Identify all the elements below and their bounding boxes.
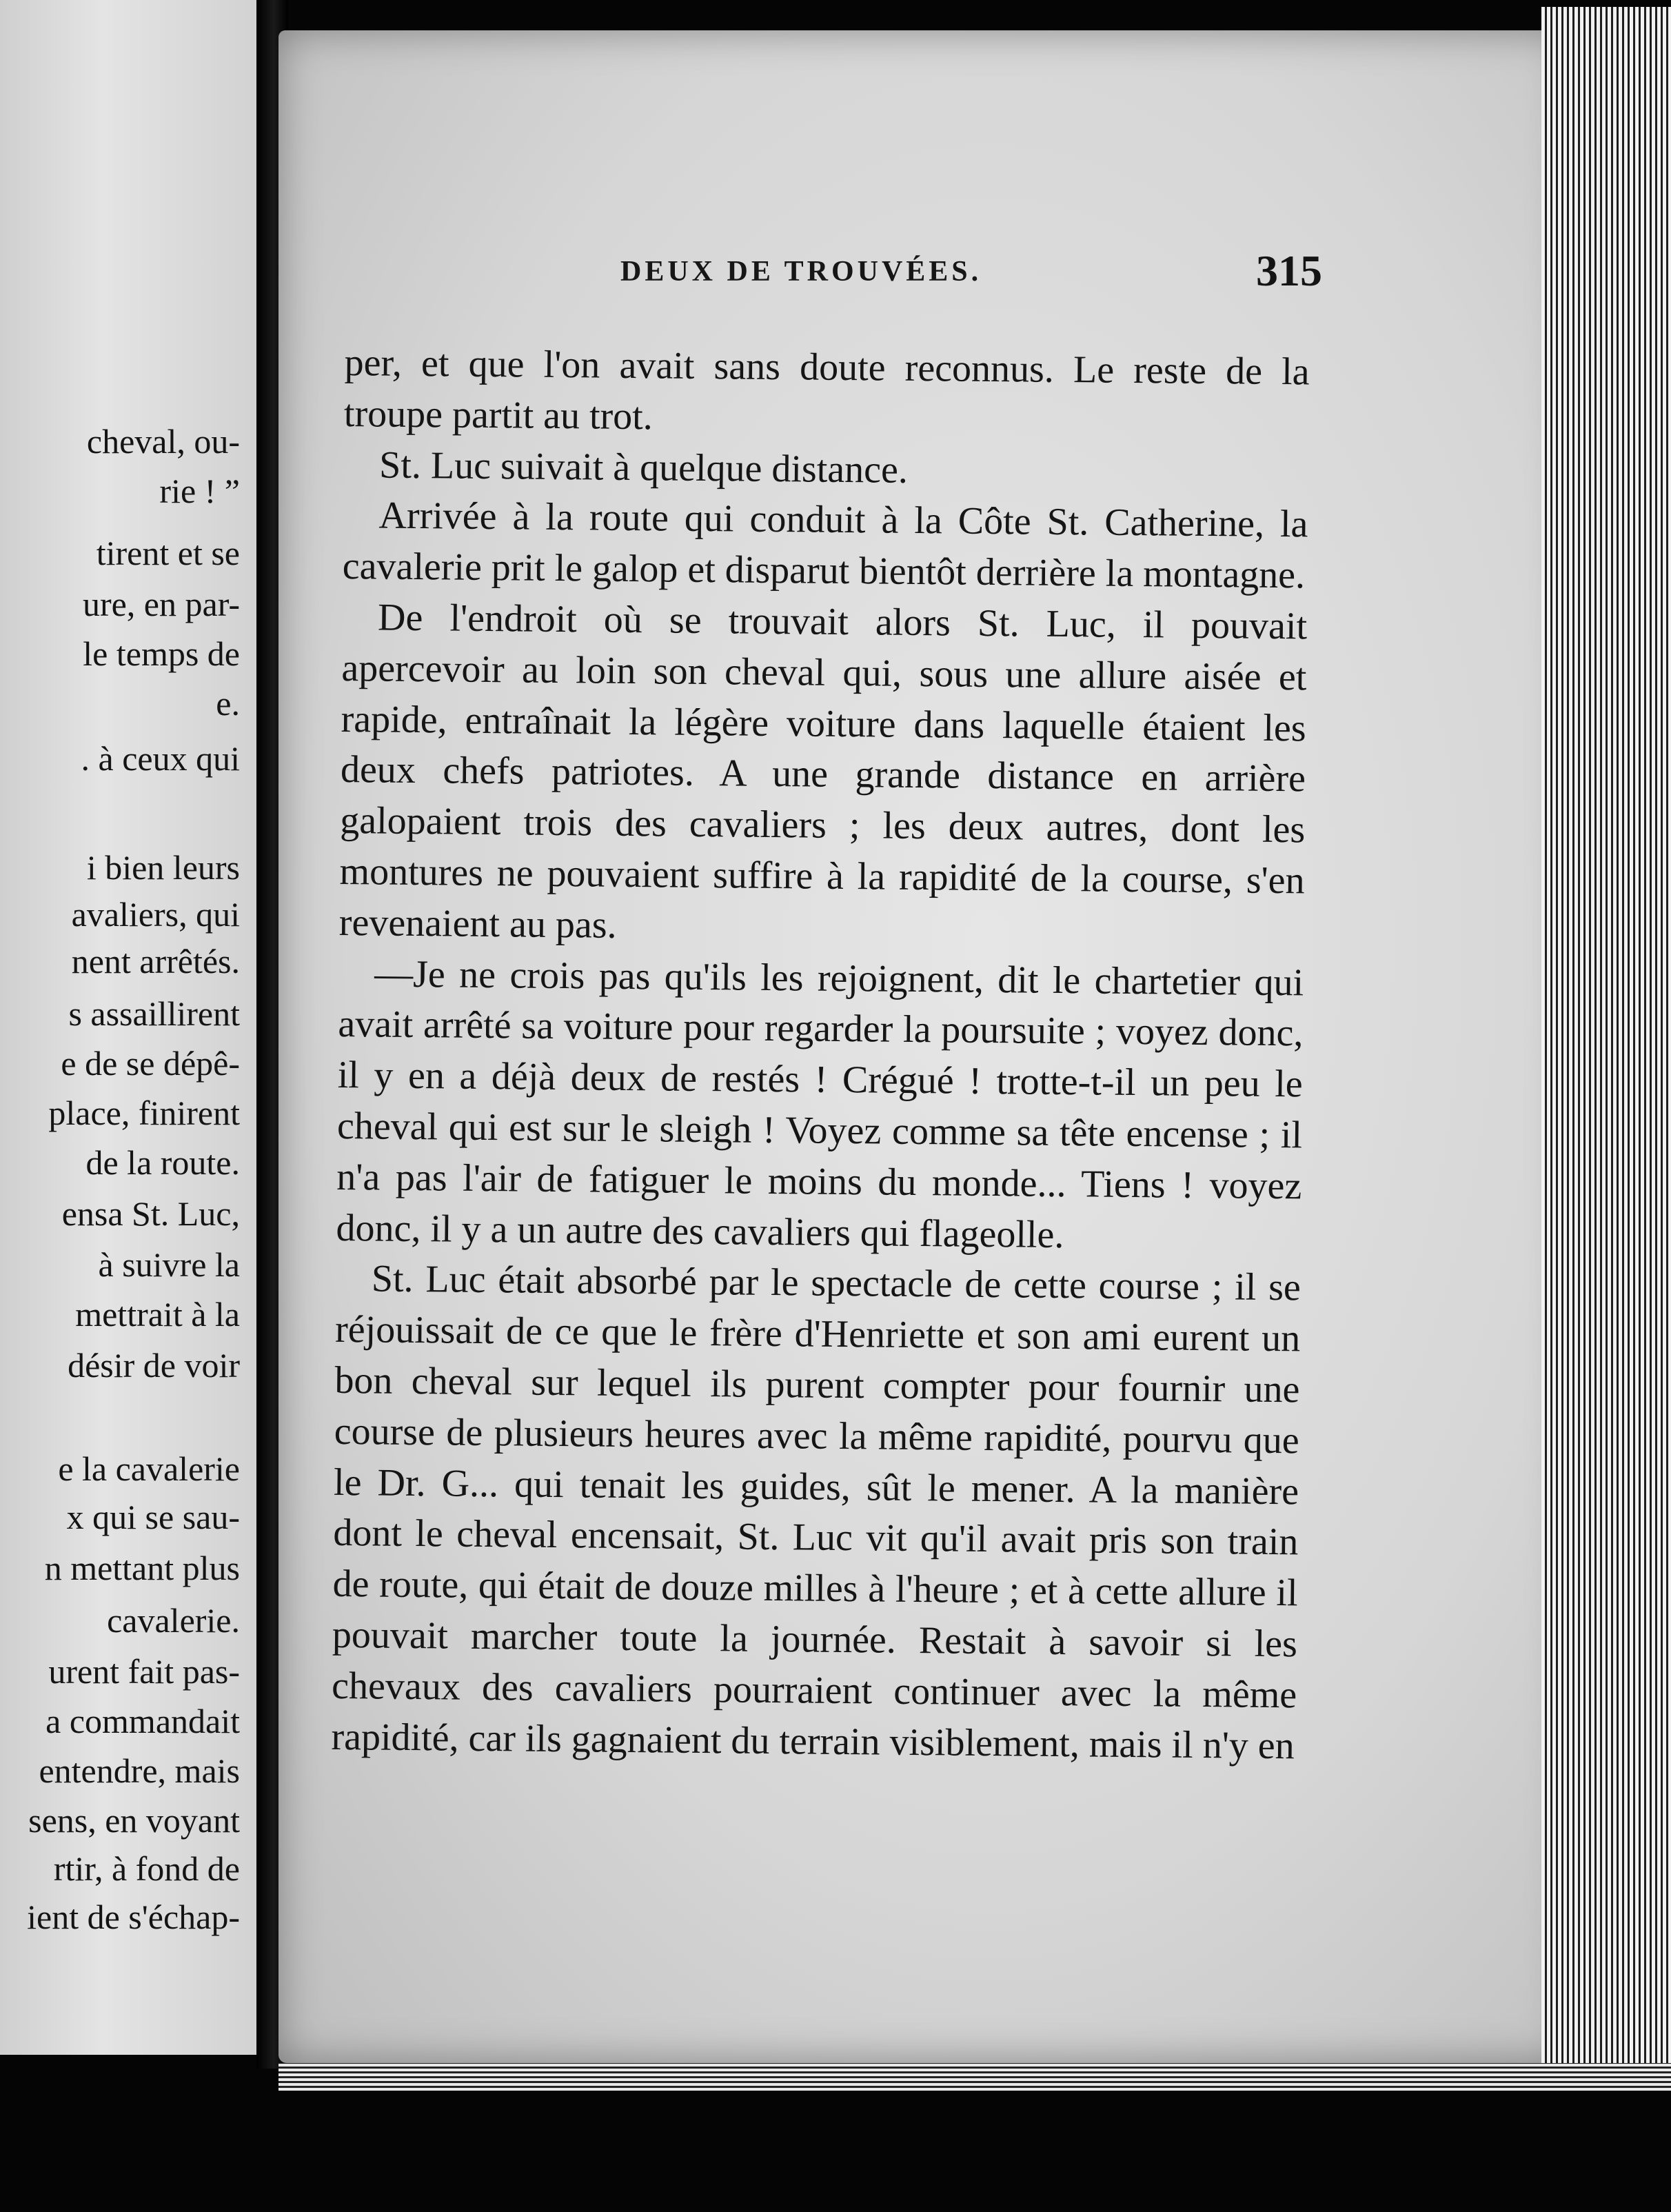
previous-page-line: x qui se sau- — [66, 1498, 240, 1536]
previous-page-line: ient de s'échap- — [27, 1898, 240, 1936]
page-bottom-edges — [278, 2063, 1671, 2091]
page-number: 315 — [1256, 246, 1322, 295]
previous-page-line: . à ceux qui — [81, 739, 240, 778]
previous-page-line: n mettant plus — [44, 1549, 240, 1587]
paragraph: —Je ne crois pas qu'ils les rejoignent, dit le chartetier qui avait arrêté sa voiture pour regarder la poursuite ; voyez donc, il y en a déjà deux de restés ! Crégué ! trotte-t-il un peu le cheval qui est sur le sleigh ! Voyez comme sa tête encense ; il n'a pas l'air de fatiguer le moins du monde... Tiens ! voyez donc, il y a un autre des cavaliers qui flageolle. — [336, 952, 1304, 1256]
previous-page-line: le temps de — [83, 634, 240, 673]
previous-page-line: à suivre la — [98, 1245, 240, 1284]
previous-page-line: e. — [216, 684, 240, 723]
previous-page-line: place, finirent — [48, 1094, 240, 1132]
body-text — [331, 338, 1310, 1772]
previous-page-text — [0, 0, 256, 2055]
previous-page-line: urent fait pas- — [48, 1652, 240, 1691]
previous-page-line: sens, en voyant — [28, 1801, 240, 1840]
previous-page-line: cavalerie. — [107, 1601, 240, 1640]
previous-page-line: de la route. — [85, 1143, 240, 1182]
previous-page-line: nent arrêtés. — [71, 942, 240, 981]
previous-page-line: désir de voir — [68, 1346, 240, 1385]
paragraph: Arrivée à la route qui conduit à la Côte St. Catherine, la cavalerie prit le galop et disparut bientôt derrière la montagne. — [342, 494, 1308, 597]
previous-page-line: e la cavalerie — [58, 1449, 240, 1488]
paragraph: De l'endroit où se trouvait alors St. Luc, il pouvait apercevoir au loin son cheval qui, sous une allure aisée et rapide, entraînait la légère voiture dans laquelle étaient les deux chefs patriotes. A une grande distance en arrière galopaient trois des cavaliers ; les deux autres, dont les montures ne pouvaient suffire à la rapidité de la course, s'en revenaient au pas. — [338, 596, 1308, 947]
previous-page-line: e de se dépê- — [61, 1044, 240, 1083]
previous-page-line: ensa St. Luc, — [61, 1194, 240, 1233]
previous-page-line: a commandait — [45, 1702, 240, 1740]
previous-page — [0, 0, 256, 2055]
previous-page-line: ure, en par- — [82, 585, 240, 623]
page-edges — [1541, 7, 1671, 2075]
paragraph: per, et que l'on avait sans doute reconnus. Le reste de la troupe partit au trot. — [343, 341, 1310, 439]
previous-page-line: s assaillirent — [68, 994, 240, 1033]
previous-page-line: rtir, à fond de — [53, 1849, 240, 1888]
paragraph: St. Luc était absorbé par le spectacle de cette course ; il se réjouissait de ce que le frère d'Henriette et son ami eurent un bon cheval sur lequel ils purent compter pour fournir une course de plusieurs heures avec la même rapidité, pourvu que le Dr. G... qui tenait les guides, sût le mener. A la manière dont le cheval encensait, St. Luc vit qu'il avait pris son train de route, qui était de douze milles à l'heure ; et à cette allure il pouvait marcher toute la journée. Restait à savoir si les chevaux des cavaliers pourraient continuer avec la même rapidité, car ils gagnaient du terrain visiblement, mais il n'y en — [331, 1257, 1302, 1767]
previous-page-line: entendre, mais — [39, 1751, 240, 1790]
previous-page-line: avaliers, qui — [71, 895, 240, 934]
running-head: DEUX DE TROUVÉES. — [620, 256, 982, 288]
previous-page-line: i bien leurs — [86, 848, 240, 887]
previous-page-line: tirent et se — [96, 534, 240, 572]
previous-page-line: cheval, ou- — [86, 422, 240, 461]
paragraph: St. Luc suivait à quelque distance. — [378, 443, 909, 492]
previous-page-line: mettrait à la — [75, 1295, 240, 1334]
previous-page-line: rie ! ” — [159, 472, 240, 510]
